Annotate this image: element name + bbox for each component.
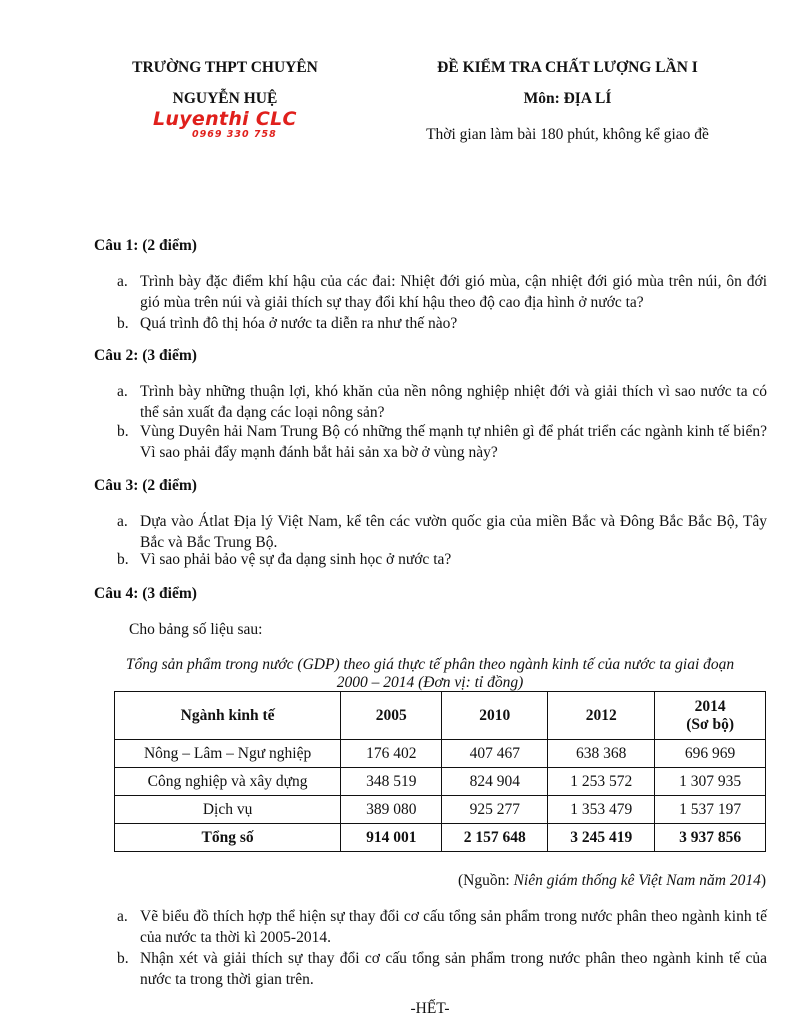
- item-marker: a.: [117, 513, 128, 530]
- source-title: Niên giám thống kê Việt Nam năm 2014: [513, 872, 761, 889]
- item-marker: a.: [117, 383, 128, 400]
- table-header-cell: Ngành kinh tế: [115, 692, 341, 740]
- item-text: Vẽ biểu đồ thích hợp thể hiện sự thay đổi cơ cấu tổng sản phẩm trong nước phân theo ngành kinh tế của nước ta thời kì 2005-2014.: [140, 908, 767, 946]
- table-source-note: [300, 872, 766, 890]
- question-3-item-b: [117, 549, 767, 570]
- item-marker: b.: [117, 423, 129, 440]
- table-cell: Nông – Lâm – Ngư nghiệp: [115, 740, 341, 768]
- item-text: Nhận xét và giải thích sự thay đổi cơ cấu tổng sản phẩm trong nước phân theo ngành kinh tế của nước ta trong thời gian trên.: [140, 950, 767, 988]
- table-cell: 914 001: [341, 824, 442, 852]
- table-cell: 696 969: [655, 740, 766, 768]
- table-cell: Công nghiệp và xây dựng: [115, 768, 341, 796]
- table-cell: 2 157 648: [442, 824, 548, 852]
- header-year-2014: 2014: [694, 697, 726, 715]
- table-row: [115, 796, 766, 824]
- question-2-title: Câu 2: (3 điểm): [94, 347, 197, 364]
- item-text: Trình bày những thuận lợi, khó khăn của nền nông nghiệp nhiệt đới và giải thích vì sao nước ta có thể sản xuất đa dạng các loại nông sản?: [140, 383, 767, 421]
- table-total-row: [115, 824, 766, 852]
- table-cell: 3 937 856: [655, 824, 766, 852]
- table-row: [115, 768, 766, 796]
- table-cell: 824 904: [442, 768, 548, 796]
- item-marker: a.: [117, 273, 128, 290]
- item-text: Quá trình đô thị hóa ở nước ta diễn ra như thế nào?: [140, 315, 458, 332]
- question-1-item-b: [117, 313, 767, 334]
- question-1-title: Câu 1: (2 điểm): [94, 237, 197, 254]
- table-cell: 176 402: [341, 740, 442, 768]
- table-cell: 1 537 197: [655, 796, 766, 824]
- table-header-cell: 2012: [548, 692, 655, 740]
- table-cell: 1 253 572: [548, 768, 655, 796]
- table-header-cell: [655, 692, 766, 740]
- exam-subject: Môn: ĐỊA LÍ: [523, 90, 612, 107]
- school-name-line1: TRƯỜNG THPT CHUYÊN: [132, 59, 318, 76]
- item-marker: b.: [117, 315, 129, 332]
- source-suffix: ): [760, 872, 766, 889]
- table-header-cell: 2010: [442, 692, 548, 740]
- item-text: Dựa vào Átlat Địa lý Việt Nam, kể tên các vườn quốc gia của miền Bắc và Đông Bắc Bắc Bộ, Tây Bắc và Bắc Trung Bộ.: [140, 513, 767, 551]
- table-cell: 348 519: [341, 768, 442, 796]
- table-caption-line1: Tổng sản phẩm trong nước (GDP) theo giá thực tế phân theo ngành kinh tế của nước ta giai đoạn: [125, 656, 735, 673]
- question-3-item-a: [117, 511, 767, 553]
- table-header-cell: 2005: [341, 692, 442, 740]
- watermark-stamp-phone: 0969 330 758: [192, 129, 277, 140]
- item-marker: b.: [117, 551, 129, 568]
- watermark-stamp-name: Luyenthi CLC: [153, 108, 297, 130]
- table-cell: 3 245 419: [548, 824, 655, 852]
- question-2-item-a: [117, 381, 767, 423]
- end-mark: -HẾT-: [410, 1000, 450, 1017]
- exam-title: ĐỀ KIỂM TRA CHẤT LƯỢNG LẦN I: [437, 59, 698, 76]
- item-marker: a.: [117, 908, 128, 925]
- table-cell: 389 080: [341, 796, 442, 824]
- school-name-line2: NGUYỄN HUỆ: [172, 90, 278, 107]
- question-4-intro: Cho bảng số liệu sau:: [129, 621, 263, 638]
- table-cell: 925 277: [442, 796, 548, 824]
- item-text: Vì sao phải bảo vệ sự đa dạng sinh học ở nước ta?: [140, 551, 452, 568]
- question-4-item-a: [117, 906, 767, 948]
- question-1-item-a: [117, 271, 767, 313]
- question-2-item-b: [117, 421, 767, 463]
- question-4-title: Câu 4: (3 điểm): [94, 585, 197, 602]
- source-prefix: (Nguồn:: [458, 872, 514, 889]
- table-header-row: [115, 692, 766, 740]
- exam-time-note: Thời gian làm bài 180 phút, không kể giao đề: [426, 126, 709, 143]
- table-cell: 638 368: [548, 740, 655, 768]
- item-text: Vùng Duyên hải Nam Trung Bộ có những thế mạnh tự nhiên gì để phát triển các ngành kinh tế biển? Vì sao phải đẩy mạnh đánh bắt hải sản xa bờ ở vùng này?: [140, 423, 767, 461]
- table-caption-line2: 2000 – 2014 (Đơn vị: tỉ đồng): [336, 674, 524, 691]
- gdp-table: [114, 691, 766, 852]
- table-cell: 407 467: [442, 740, 548, 768]
- item-text: Trình bày đặc điểm khí hậu của các đai: Nhiệt đới gió mùa, cận nhiệt đới gió mùa trên núi, ôn đới gió mùa trên núi và giải thích sự thay đổi khí hậu theo độ cao địa hình ở nước ta?: [140, 273, 767, 311]
- table-cell: Dịch vụ: [115, 796, 341, 824]
- header-note-preliminary: (Sơ bộ): [686, 715, 734, 733]
- table-cell: Tổng số: [115, 824, 341, 852]
- item-marker: b.: [117, 950, 129, 967]
- table-cell: 1 307 935: [655, 768, 766, 796]
- question-3-title: Câu 3: (2 điểm): [94, 477, 197, 494]
- table-row: [115, 740, 766, 768]
- table-cell: 1 353 479: [548, 796, 655, 824]
- question-4-item-b: [117, 948, 767, 990]
